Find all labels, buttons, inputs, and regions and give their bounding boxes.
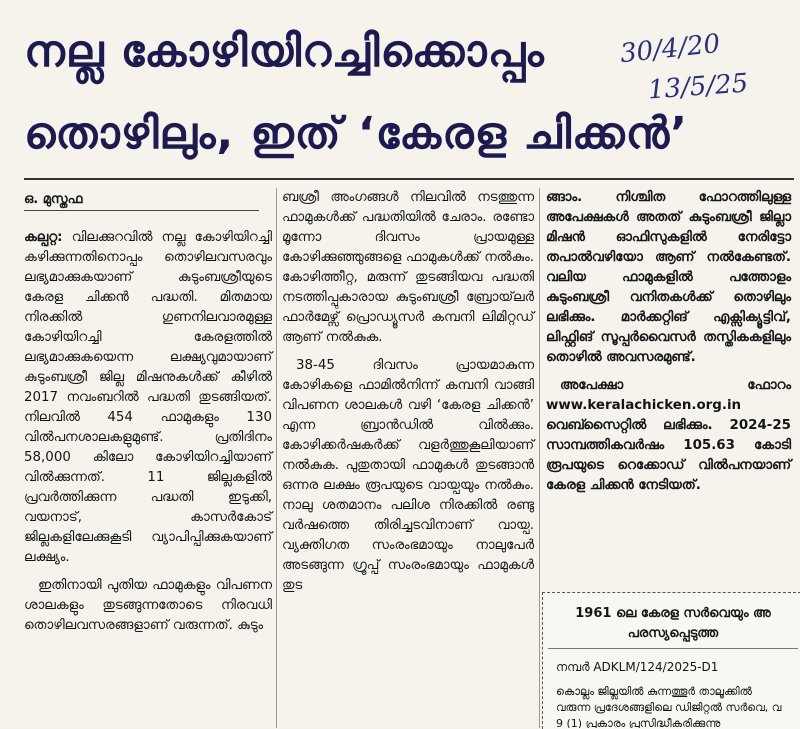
paragraph: 38-45 ദിവസം പ്രായമാകുന്ന കോഴികളെ ഫാമിൽനിന്ന് കമ്പനി വാങ്ങി വിപണന ശാലകൾ വഴി ‘കേരള ചിക്കൻ’ എന്ന ബ്രാൻഡിൽ വിൽക്കും. കോഴിക്കർഷകർക്ക് വളർത്തുകൂലിയാണ് നൽകുക. പുതുതായി ഫാമുകൾ തുടങ്ങാൻ ഒന്നര ലക്ഷം രൂപയുടെ വായ്പയും നൽകും. നാലു ശതമാനം പലിശ നിരക്കിൽ രണ്ടു വർഷത്തെ തിരിച്ചടവിനാണ് വായ്പ. വ്യക്തിഗത സംരംഭമായും നാലുപേർ അടങ്ങുന്ന ഗ്രൂപ്പ് സംരംഭമായും ഫാമുകൾ തുട [282,358,534,593]
byline-divider [24,210,259,211]
paragraph: ങ്ങാം. നിശ്ചിത ഫോറത്തിലുള്ള അപേക്ഷകൾ അതത് കുടുംബശ്രീ ജില്ലാ മിഷൻ ഓഫിസുകളിൽ നേരിട്ടോ തപാൽവഴിയോ ആണ് നൽകേണ്ടത്. വലിയ ഫാമുകളിൽ പത്തോളം കുടുംബശ്രീ വനിതകൾക്ക് തൊഴിലും ലഭിക്കും. മാർക്കറ്റിങ് എക്സിക്യൂട്ടിവ്, ലിഫ്റ്റിങ് സൂപ്പർവൈസർ തസ്തികകളിലും തൊഴിൽ അവസരമുണ്ട്. [546,190,791,365]
handwritten-note-line-1: 30/4/20 [618,28,722,70]
article-column-1 [24,228,272,644]
advertisement-text-line: 9 (1) പ്രകാരം പ്രസിദ്ധീകരിക്കുന്നു [556,717,721,728]
paragraph: ബശ്രീ അംഗങ്ങൾ നിലവിൽ നടത്തുന്ന ഫാമുകൾക്ക് പദ്ധതിയിൽ ചേരാം. രണ്ടോ മൂന്നോ ദിവസം പ്രായമുള്ള കോഴിക്കുഞ്ഞുങ്ങളെ ഫാമുകൾക്ക് നൽകും. കോഴിത്തീറ്റ, മരുന്ന് തുടങ്ങിയവ പദ്ധതി നടത്തിപ്പുകാരായ കുടുംബശ്രീ ബ്രോയ്‌ലർ ഫാർമേഴ്സ് പ്രൊഡ്യൂസർ കമ്പനി ലിമിറ്റഡ് ആണ് നൽകുക. [282,190,534,345]
advertisement-text-line: വരുന്ന പ്രദേശങ്ങളിലെ ഡിജിറ്റൽ സർവെ, വ [556,701,782,714]
article-column-3 [546,188,791,504]
column-divider [539,188,540,728]
advertisement-title-line: 1961 ലെ കേരള സർവെയും അ [575,606,771,621]
headline-line-1: നല്ല കോഴിയിറച്ചിക്കൊപ്പം [24,26,545,77]
handwritten-note-line-2: 13/5/25 [647,68,750,106]
advertisement-text-line: കൊല്ലം ജില്ലയിൽ കുന്നത്തൂർ താലൂക്കിൽ [556,685,752,698]
advertisement-divider [548,648,798,649]
paragraph-text: വിലക്കുറവിൽ നല്ല കോഴിയിറച്ചി കഴിക്കുന്നതിനൊപ്പം തൊഴിലവസരവും ലഭ്യമാക്കുകയാണ് കുടുംബശ്രീയുടെ കേരള ചിക്കൻ പദ്ധതി. മിതമായ നിരക്കിൽ ഗുണനിലവാരമുള്ള കോഴിയിറച്ചി കേരളത്തിൽ ലഭ്യമാക്കുകയെന്ന ലക്ഷ്യവുമായാണ് കുടുംബശ്രീ ജില്ല മിഷനുകൾക്ക് കീഴിൽ 2017 നവംബറിൽ പദ്ധതി തുടങ്ങിയത്. നിലവിൽ 454 ഫാമുകളും 130 വിൽപനശാലകളുമുണ്ട്. പ്രതിദിനം 58,000 കിലോ കോഴിയിറച്ചിയാണ് വിൽക്കുന്നത്. 11 ജില്ലകളിൽ പ്രവർത്തിക്കുന്ന പദ്ധതി ഇടുക്കി, വയനാട്, കാസർകോട് ജില്ലകളിലേക്കുകൂടി വ്യാപിപ്പിക്കുകയാണ് ലക്ഷ്യം. [24,230,273,565]
dateline: കല്പറ്റ: [24,230,63,245]
byline: ഒ. മുസ്തഫ [24,192,83,207]
advertisement-title-line: പരസ്യപ്പെടുത്ത [627,626,719,641]
column-divider [276,188,277,728]
advertisement-reference: നമ്പർ ADKLM/124/2025-D1 [556,660,719,674]
advertisement-title [548,604,798,644]
paragraph: ഇതിനായി പുതിയ ഫാമുകളും വിപണന ശാലകളും തുടങ്ങുന്നതോടെ നിരവധി തൊഴിലവസരങ്ങളാണ് വരുന്നത്. കുടും [24,578,272,633]
paragraph [24,228,272,568]
headline-divider [24,178,794,180]
article-column-2 [282,188,534,604]
headline-line-2: തൊഴിലും, ഇത് ‘കേരള ചിക്കൻ’ [24,108,688,159]
paragraph: അപേക്ഷാ ഫോറം www.keralachicken.org.in വെബ്സൈറ്റിൽ ലഭിക്കും. 2024-25 സാമ്പത്തികവർഷം 105.63 കോടി രൂപയുടെ റെക്കോഡ് വിൽപനയാണ് കേരള ചിക്കൻ നേടിയത്. [546,378,791,493]
advertisement-text [556,684,798,728]
